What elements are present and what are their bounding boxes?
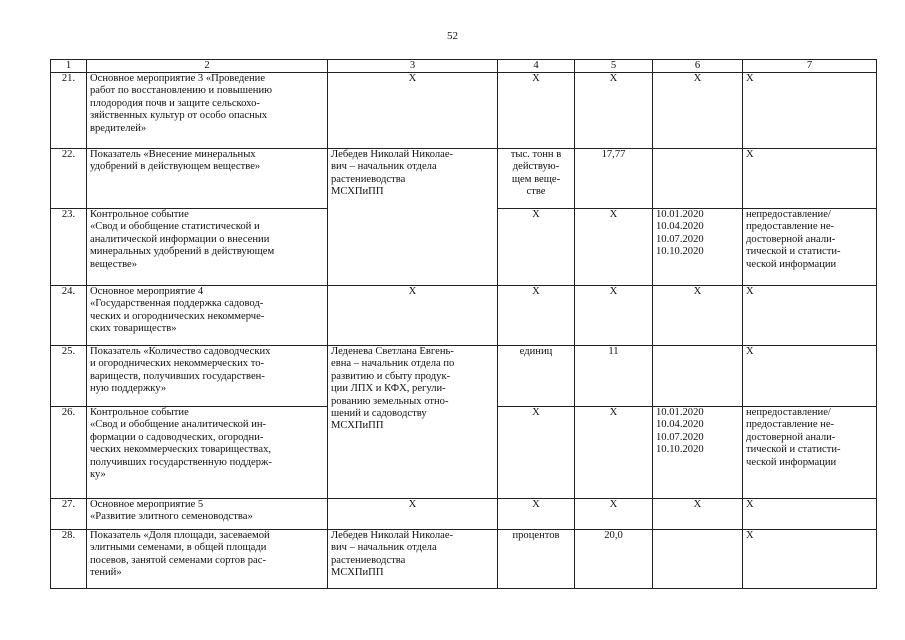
- row-risk: непредоставление/ предоставление не- достоверной анали- тической и статисти- ческой информации: [743, 407, 877, 499]
- table-row: [51, 286, 877, 346]
- row-name: Показатель «Количество садоводческих и огороднических некоммерческих то- вариществ, получивших государствен- ную поддержку»: [87, 346, 328, 407]
- row-value: Х: [575, 499, 653, 530]
- row-name: Показатель «Внесение минеральных удобрений в действующем веществе»: [87, 149, 328, 209]
- row-number: 24.: [51, 286, 87, 346]
- row-dates: 10.01.2020 10.04.2020 10.07.2020 10.10.2020: [653, 407, 743, 499]
- row-name: Основное мероприятие 4 «Государственная поддержка садовод- ческих и огороднических некоммерче- ских товариществ»: [87, 286, 328, 346]
- row-unit: Х: [498, 209, 575, 286]
- row-dates: 10.01.2020 10.04.2020 10.07.2020 10.10.2020: [653, 209, 743, 286]
- row-value: Х: [575, 407, 653, 499]
- row-responsible: Лебедев Николай Николае- вич – начальник отдела растениеводства МСХПиПП: [328, 149, 498, 286]
- page-number: 52: [447, 30, 458, 42]
- row-value: Х: [575, 286, 653, 346]
- row-dates: Х: [653, 286, 743, 346]
- row-risk: Х: [743, 149, 877, 209]
- column-header: 1: [51, 60, 87, 73]
- row-responsible: Лебедев Николай Николае- вич – начальник отдела растениеводства МСХПиПП: [328, 530, 498, 589]
- row-name: Показатель «Доля площади, засеваемой элитными семенами, в общей площади посевов, занятой семенами сортов рас- тений»: [87, 530, 328, 589]
- row-responsible: Леденева Светлана Евгень- евна – начальник отдела по развитию и сбыту продук- ции ЛПХ и КФХ, регули- рованию земельных отно- шений и садоводству МСХПиПП: [328, 346, 498, 499]
- row-name: Контрольное событие «Свод и обобщение статистической и аналитической информации о внесении минеральных удобрений в действующем веществе»: [87, 209, 328, 286]
- row-responsible: Х: [328, 73, 498, 149]
- table-header-row: [51, 60, 877, 73]
- row-value: 11: [575, 346, 653, 407]
- row-dates: [653, 530, 743, 589]
- row-unit: Х: [498, 499, 575, 530]
- row-number: 23.: [51, 209, 87, 286]
- row-number: 22.: [51, 149, 87, 209]
- row-risk: Х: [743, 286, 877, 346]
- row-responsible: Х: [328, 499, 498, 530]
- row-unit: единиц: [498, 346, 575, 407]
- row-dates: Х: [653, 73, 743, 149]
- column-header: 7: [743, 60, 877, 73]
- row-number: 27.: [51, 499, 87, 530]
- row-risk: Х: [743, 73, 877, 149]
- row-responsible: Х: [328, 286, 498, 346]
- row-number: 26.: [51, 407, 87, 499]
- row-risk: Х: [743, 499, 877, 530]
- row-value: 20,0: [575, 530, 653, 589]
- table-row: [51, 73, 877, 149]
- column-header: 2: [87, 60, 328, 73]
- column-header: 4: [498, 60, 575, 73]
- row-unit: процентов: [498, 530, 575, 589]
- table-row: [51, 346, 877, 407]
- column-header: 3: [328, 60, 498, 73]
- row-number: 28.: [51, 530, 87, 589]
- table-row: [51, 499, 877, 530]
- plan-table: [50, 59, 877, 589]
- column-header: 5: [575, 60, 653, 73]
- row-name: Основное мероприятие 5 «Развитие элитного семеноводства»: [87, 499, 328, 530]
- row-risk: непредоставление/ предоставление не- достоверной анали- тической и статисти- ческой информации: [743, 209, 877, 286]
- row-number: 21.: [51, 73, 87, 149]
- row-unit: тыс. тонн в действую- щем веще- стве: [498, 149, 575, 209]
- row-value: 17,77: [575, 149, 653, 209]
- table-row: [51, 530, 877, 589]
- row-unit: Х: [498, 73, 575, 149]
- row-name: Контрольное событие «Свод и обобщение аналитической ин- формации о садоводческих, огородни- ческих некоммерческих товариществах, получивших государственную поддерж- ку»: [87, 407, 328, 499]
- row-value: Х: [575, 209, 653, 286]
- row-name: Основное мероприятие 3 «Проведение работ по восстановлению и повышению плодородия почв и защите сельскохо- зяйственных культур от особо опасных вредителей»: [87, 73, 328, 149]
- row-unit: Х: [498, 286, 575, 346]
- row-risk: Х: [743, 530, 877, 589]
- row-unit: Х: [498, 407, 575, 499]
- table-row: [51, 149, 877, 209]
- row-value: Х: [575, 73, 653, 149]
- row-number: 25.: [51, 346, 87, 407]
- column-header: 6: [653, 60, 743, 73]
- row-dates: [653, 346, 743, 407]
- row-dates: [653, 149, 743, 209]
- row-dates: Х: [653, 499, 743, 530]
- row-risk: Х: [743, 346, 877, 407]
